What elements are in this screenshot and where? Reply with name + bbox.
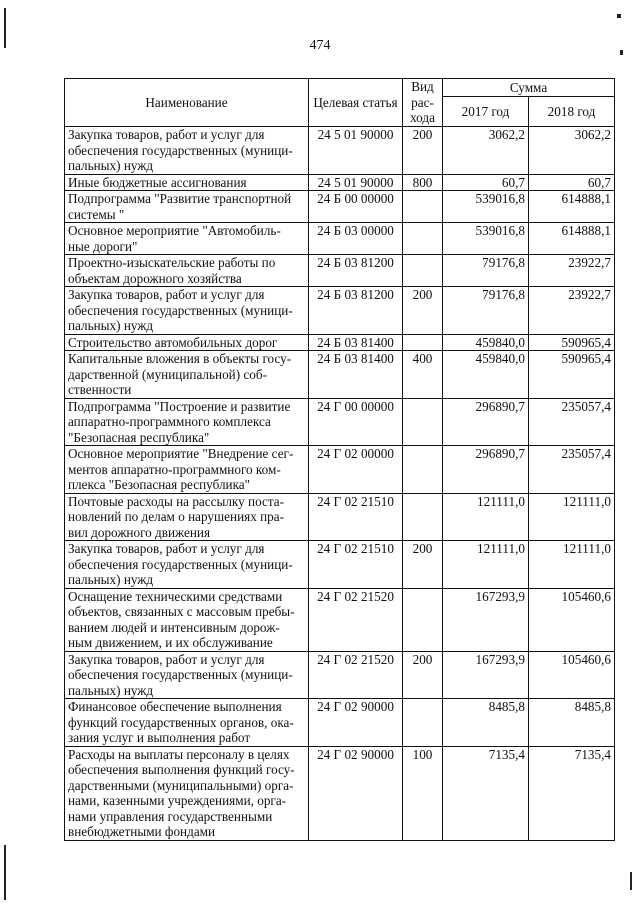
row-name: Подпрограмма "Построение и развитие аппаратно-программного комплекса "Безопасная республика" xyxy=(65,398,309,446)
row-value-2018: 614888,1 xyxy=(529,191,615,223)
row-value-2018: 235057,4 xyxy=(529,398,615,446)
row-name: Закупка товаров, работ и услуг для обеспечения государственных (муници- пальных) нужд xyxy=(65,651,309,699)
table-row xyxy=(65,699,615,747)
row-value-2018: 7135,4 xyxy=(529,746,615,840)
row-value-2018: 23922,7 xyxy=(529,287,615,335)
row-code: 24 Б 03 81400 xyxy=(309,351,403,399)
row-name: Проектно-изыскательские работы по объектам дорожного хозяйства xyxy=(65,255,309,287)
row-value-2018: 235057,4 xyxy=(529,446,615,494)
table-header xyxy=(65,79,615,127)
header-year-2017: 2017 год xyxy=(443,97,529,127)
row-value-2017: 121111,0 xyxy=(443,541,529,589)
row-code: 24 Г 02 90000 xyxy=(309,746,403,840)
row-value-2017: 3062,2 xyxy=(443,127,529,175)
row-name: Закупка товаров, работ и услуг для обеспечения государственных (муници- пальных) нужд xyxy=(65,127,309,175)
header-target: Целевая статья xyxy=(309,79,403,127)
row-value-2017: 459840,0 xyxy=(443,334,529,351)
row-value-2018: 614888,1 xyxy=(529,223,615,255)
row-code: 24 Б 03 81200 xyxy=(309,287,403,335)
row-value-2017: 8485,8 xyxy=(443,699,529,747)
header-year-2018: 2018 год xyxy=(529,97,615,127)
row-type xyxy=(403,223,443,255)
row-value-2017: 539016,8 xyxy=(443,223,529,255)
scan-dot xyxy=(620,50,623,55)
row-code: 24 Б 03 81400 xyxy=(309,334,403,351)
row-type xyxy=(403,699,443,747)
row-name: Подпрограмма "Развитие транспортной системы " xyxy=(65,191,309,223)
row-value-2018: 105460,6 xyxy=(529,651,615,699)
row-value-2017: 79176,8 xyxy=(443,287,529,335)
table-row xyxy=(65,334,615,351)
row-value-2018: 590965,4 xyxy=(529,351,615,399)
row-type: 200 xyxy=(403,651,443,699)
row-type xyxy=(403,398,443,446)
row-value-2017: 7135,4 xyxy=(443,746,529,840)
row-name: Основное мероприятие "Внедрение сег- ментов аппаратно-программного ком- плекса "Безопасная республика" xyxy=(65,446,309,494)
row-code: 24 Г 02 21510 xyxy=(309,541,403,589)
row-type xyxy=(403,588,443,651)
row-value-2018: 121111,0 xyxy=(529,493,615,541)
table-row xyxy=(65,541,615,589)
row-value-2017: 60,7 xyxy=(443,174,529,191)
row-type: 800 xyxy=(403,174,443,191)
row-code: 24 5 01 90000 xyxy=(309,127,403,175)
row-name: Основное мероприятие "Автомобиль- ные дороги" xyxy=(65,223,309,255)
row-type: 200 xyxy=(403,287,443,335)
row-value-2018: 121111,0 xyxy=(529,541,615,589)
budget-table xyxy=(64,78,615,841)
row-name: Расходы на выплаты персоналу в целях обеспечения выполнения функций госу- дарственными (муниципальными) орга- нами, казенными учреждениями, орга- нами управления государственными внебюджетными фондами xyxy=(65,746,309,840)
row-type: 200 xyxy=(403,541,443,589)
row-value-2018: 3062,2 xyxy=(529,127,615,175)
table-row xyxy=(65,287,615,335)
row-value-2017: 296890,7 xyxy=(443,446,529,494)
row-code: 24 Г 02 21520 xyxy=(309,651,403,699)
row-name: Почтовые расходы на рассылку поста- новлений по делам о нарушениях пра- вил дорожного движения xyxy=(65,493,309,541)
row-value-2018: 23922,7 xyxy=(529,255,615,287)
row-name: Оснащение техническими средствами объектов, связанных с массовым пребы- ванием людей и интенсивным дорож- ным движением, и их обслуживание xyxy=(65,588,309,651)
row-code: 24 Б 00 00000 xyxy=(309,191,403,223)
table-row xyxy=(65,746,615,840)
scan-edge-mark xyxy=(4,845,6,900)
row-code: 24 Г 02 21520 xyxy=(309,588,403,651)
table-row xyxy=(65,174,615,191)
row-code: 24 Б 03 81200 xyxy=(309,255,403,287)
header-type: Вид рас- хода xyxy=(403,79,443,127)
row-value-2018: 105460,6 xyxy=(529,588,615,651)
row-type xyxy=(403,191,443,223)
row-code: 24 Г 02 00000 xyxy=(309,446,403,494)
row-code: 24 5 01 90000 xyxy=(309,174,403,191)
table-row xyxy=(65,127,615,175)
row-name: Иные бюджетные ассигнования xyxy=(65,174,309,191)
table-row xyxy=(65,493,615,541)
row-code: 24 Г 00 00000 xyxy=(309,398,403,446)
table-row xyxy=(65,588,615,651)
scan-edge-mark xyxy=(4,8,6,48)
table-row xyxy=(65,446,615,494)
page-number: 474 xyxy=(309,38,331,53)
row-type xyxy=(403,493,443,541)
row-name: Закупка товаров, работ и услуг для обеспечения государственных (муници- пальных) нужд xyxy=(65,541,309,589)
row-value-2017: 167293,9 xyxy=(443,588,529,651)
scan-dot xyxy=(617,14,621,18)
table-row xyxy=(65,255,615,287)
row-type: 400 xyxy=(403,351,443,399)
row-code: 24 Г 02 90000 xyxy=(309,699,403,747)
table-row xyxy=(65,351,615,399)
row-type xyxy=(403,334,443,351)
header-sum: Сумма xyxy=(443,79,615,97)
row-value-2017: 459840,0 xyxy=(443,351,529,399)
row-value-2017: 167293,9 xyxy=(443,651,529,699)
row-value-2017: 539016,8 xyxy=(443,191,529,223)
row-type xyxy=(403,255,443,287)
row-value-2018: 60,7 xyxy=(529,174,615,191)
row-value-2018: 8485,8 xyxy=(529,699,615,747)
row-type: 200 xyxy=(403,127,443,175)
row-type: 100 xyxy=(403,746,443,840)
table-row xyxy=(65,223,615,255)
row-code: 24 Г 02 21510 xyxy=(309,493,403,541)
row-value-2017: 79176,8 xyxy=(443,255,529,287)
row-name: Строительство автомобильных дорог xyxy=(65,334,309,351)
row-value-2018: 590965,4 xyxy=(529,334,615,351)
row-type xyxy=(403,446,443,494)
row-code: 24 Б 03 00000 xyxy=(309,223,403,255)
table-body xyxy=(65,127,615,841)
table-row xyxy=(65,398,615,446)
row-name: Капитальные вложения в объекты госу- дарственной (муниципальной) соб- ственности xyxy=(65,351,309,399)
row-value-2017: 121111,0 xyxy=(443,493,529,541)
table-row xyxy=(65,191,615,223)
scan-dot xyxy=(630,872,632,890)
row-value-2017: 296890,7 xyxy=(443,398,529,446)
row-name: Финансовое обеспечение выполнения функций государственных органов, ока- зания услуг и выполнения работ xyxy=(65,699,309,747)
header-name: Наименование xyxy=(65,79,309,127)
row-name: Закупка товаров, работ и услуг для обеспечения государственных (муници- пальных) нужд xyxy=(65,287,309,335)
table-row xyxy=(65,651,615,699)
